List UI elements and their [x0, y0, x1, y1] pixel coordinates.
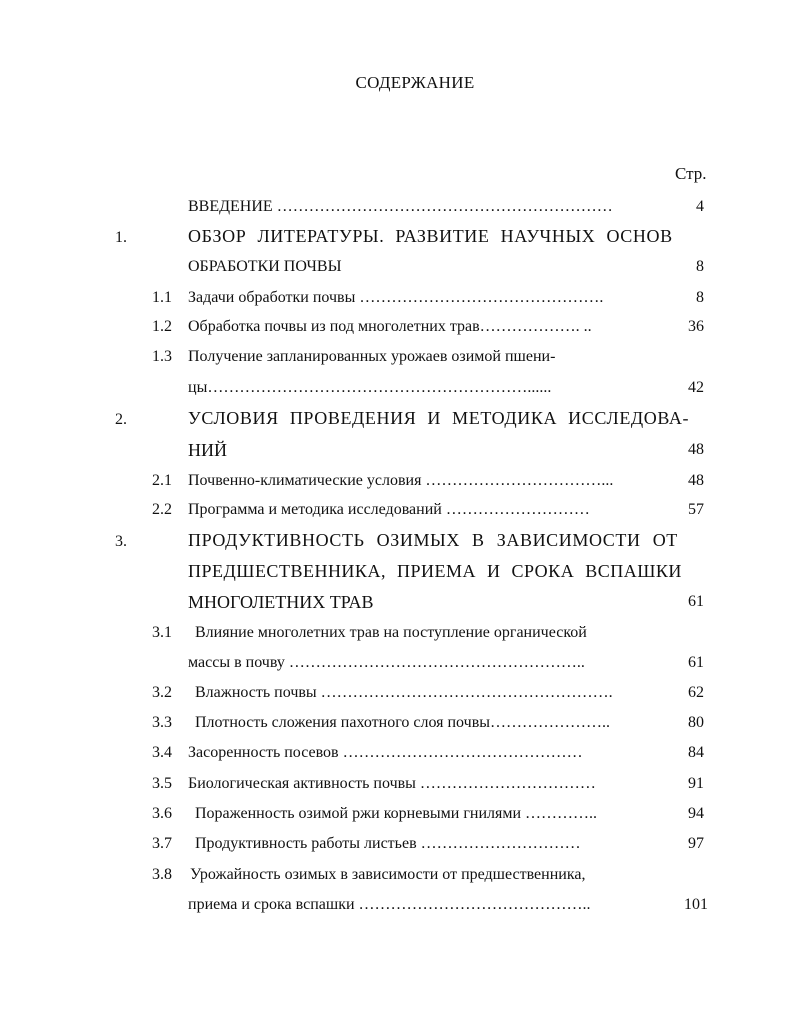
page-column-header: Стр.	[675, 164, 707, 183]
toc-entry-number: 3.2	[152, 684, 172, 701]
toc-entry-text: ОБРАБОТКИ ПОЧВЫ	[188, 258, 342, 275]
toc-entry-text: Влажность почвы ……………………………………………….	[195, 684, 613, 701]
toc-entry-page: 94	[688, 805, 704, 822]
toc-entry-number: 3.6	[152, 805, 172, 822]
toc-entry-number: 3.8	[152, 866, 172, 883]
toc-entry-number: 2.2	[152, 501, 172, 518]
toc-entry-text: цы……………………………………………………......	[188, 379, 552, 396]
toc-entry-number: 2.	[115, 411, 127, 428]
toc-entry-number: 1.	[115, 229, 127, 246]
toc-entry-page: 84	[688, 744, 704, 761]
toc-entry-number: 3.4	[152, 744, 172, 761]
toc-entry-page: 101	[684, 896, 708, 913]
toc-entry-number: 3.	[115, 533, 127, 550]
toc-entry-text: Задачи обработки почвы ……………………………………….	[188, 289, 604, 306]
toc-entry-text: массы в почву ………………………………………………..	[188, 654, 585, 671]
toc-entry-number: 1.1	[152, 289, 172, 306]
toc-entry-page: 57	[688, 501, 704, 518]
toc-entry-page: 80	[688, 714, 704, 731]
toc-entry-text: Получение запланированных урожаев озимой пшени-	[188, 348, 556, 365]
toc-entry-page: 62	[688, 684, 704, 701]
toc-entry-page: 4	[696, 198, 704, 215]
toc-entry-number: 3.5	[152, 775, 172, 792]
toc-entry-page: 61	[688, 593, 704, 610]
toc-entry-text: Влияние многолетних трав на поступление органической	[195, 624, 587, 641]
toc-entry-page: 91	[688, 775, 704, 792]
toc-entry-text: приема и срока вспашки ……………………………………..	[188, 896, 591, 913]
toc-entry-number: 1.2	[152, 318, 172, 335]
toc-entry-number: 3.1	[152, 624, 172, 641]
toc-entry-text: Биологическая активность почвы ……………………………	[188, 775, 596, 792]
page-title: СОДЕРЖАНИЕ	[355, 73, 475, 92]
toc-entry-number: 1.3	[152, 348, 172, 365]
toc-entry-text: УСЛОВИЯ ПРОВЕДЕНИЯ И МЕТОДИКА ИССЛЕДОВА-	[188, 408, 690, 428]
toc-entry-text: МНОГОЛЕТНИХ ТРАВ	[188, 592, 374, 612]
toc-entry-text: ОБЗОР ЛИТЕРАТУРЫ. РАЗВИТИЕ НАУЧНЫХ ОСНОВ	[188, 226, 673, 246]
toc-entry-number: 3.3	[152, 714, 172, 731]
toc-entry-text: Почвенно-климатические условия ……………………………...	[188, 472, 614, 489]
toc-entry-text: Продуктивность работы листьев …………………………	[195, 835, 581, 852]
toc-entry-page: 8	[696, 258, 704, 275]
toc-entry-page: 61	[688, 654, 704, 671]
toc-entry-text: Программа и методика исследований ………………………	[188, 501, 590, 518]
toc-entry-page: 48	[688, 472, 704, 489]
toc-entry-text: Урожайность озимых в зависимости от предшественника,	[190, 866, 586, 883]
toc-entry-text: ВВЕДЕНИЕ ………………………………………………………	[188, 198, 613, 215]
toc-entry-page: 42	[688, 379, 704, 396]
toc-entry-text: ПРЕДШЕСТВЕННИКА, ПРИЕМА И СРОКА ВСПАШКИ	[188, 561, 682, 581]
toc-entry-text: НИЙ	[188, 440, 227, 460]
toc-entry-text: Пораженность озимой ржи корневыми гнилями …………..	[195, 805, 598, 822]
toc-entry-page: 97	[688, 835, 704, 852]
toc-entry-page: 48	[688, 441, 704, 458]
toc-entry-page: 8	[696, 289, 704, 306]
toc-entry-number: 2.1	[152, 472, 172, 489]
toc-entry-page: 36	[688, 318, 704, 335]
toc-entry-text: Обработка почвы из под многолетних трав………………. ..	[188, 318, 592, 335]
toc-entry-number: 3.7	[152, 835, 172, 852]
toc-entry-text: Засоренность посевов ………………………………………	[188, 744, 583, 761]
toc-entry-text: ПРОДУКТИВНОСТЬ ОЗИМЫХ В ЗАВИСИМОСТИ ОТ	[188, 530, 678, 550]
toc-entry-text: Плотность сложения пахотного слоя почвы…………………..	[195, 714, 610, 731]
